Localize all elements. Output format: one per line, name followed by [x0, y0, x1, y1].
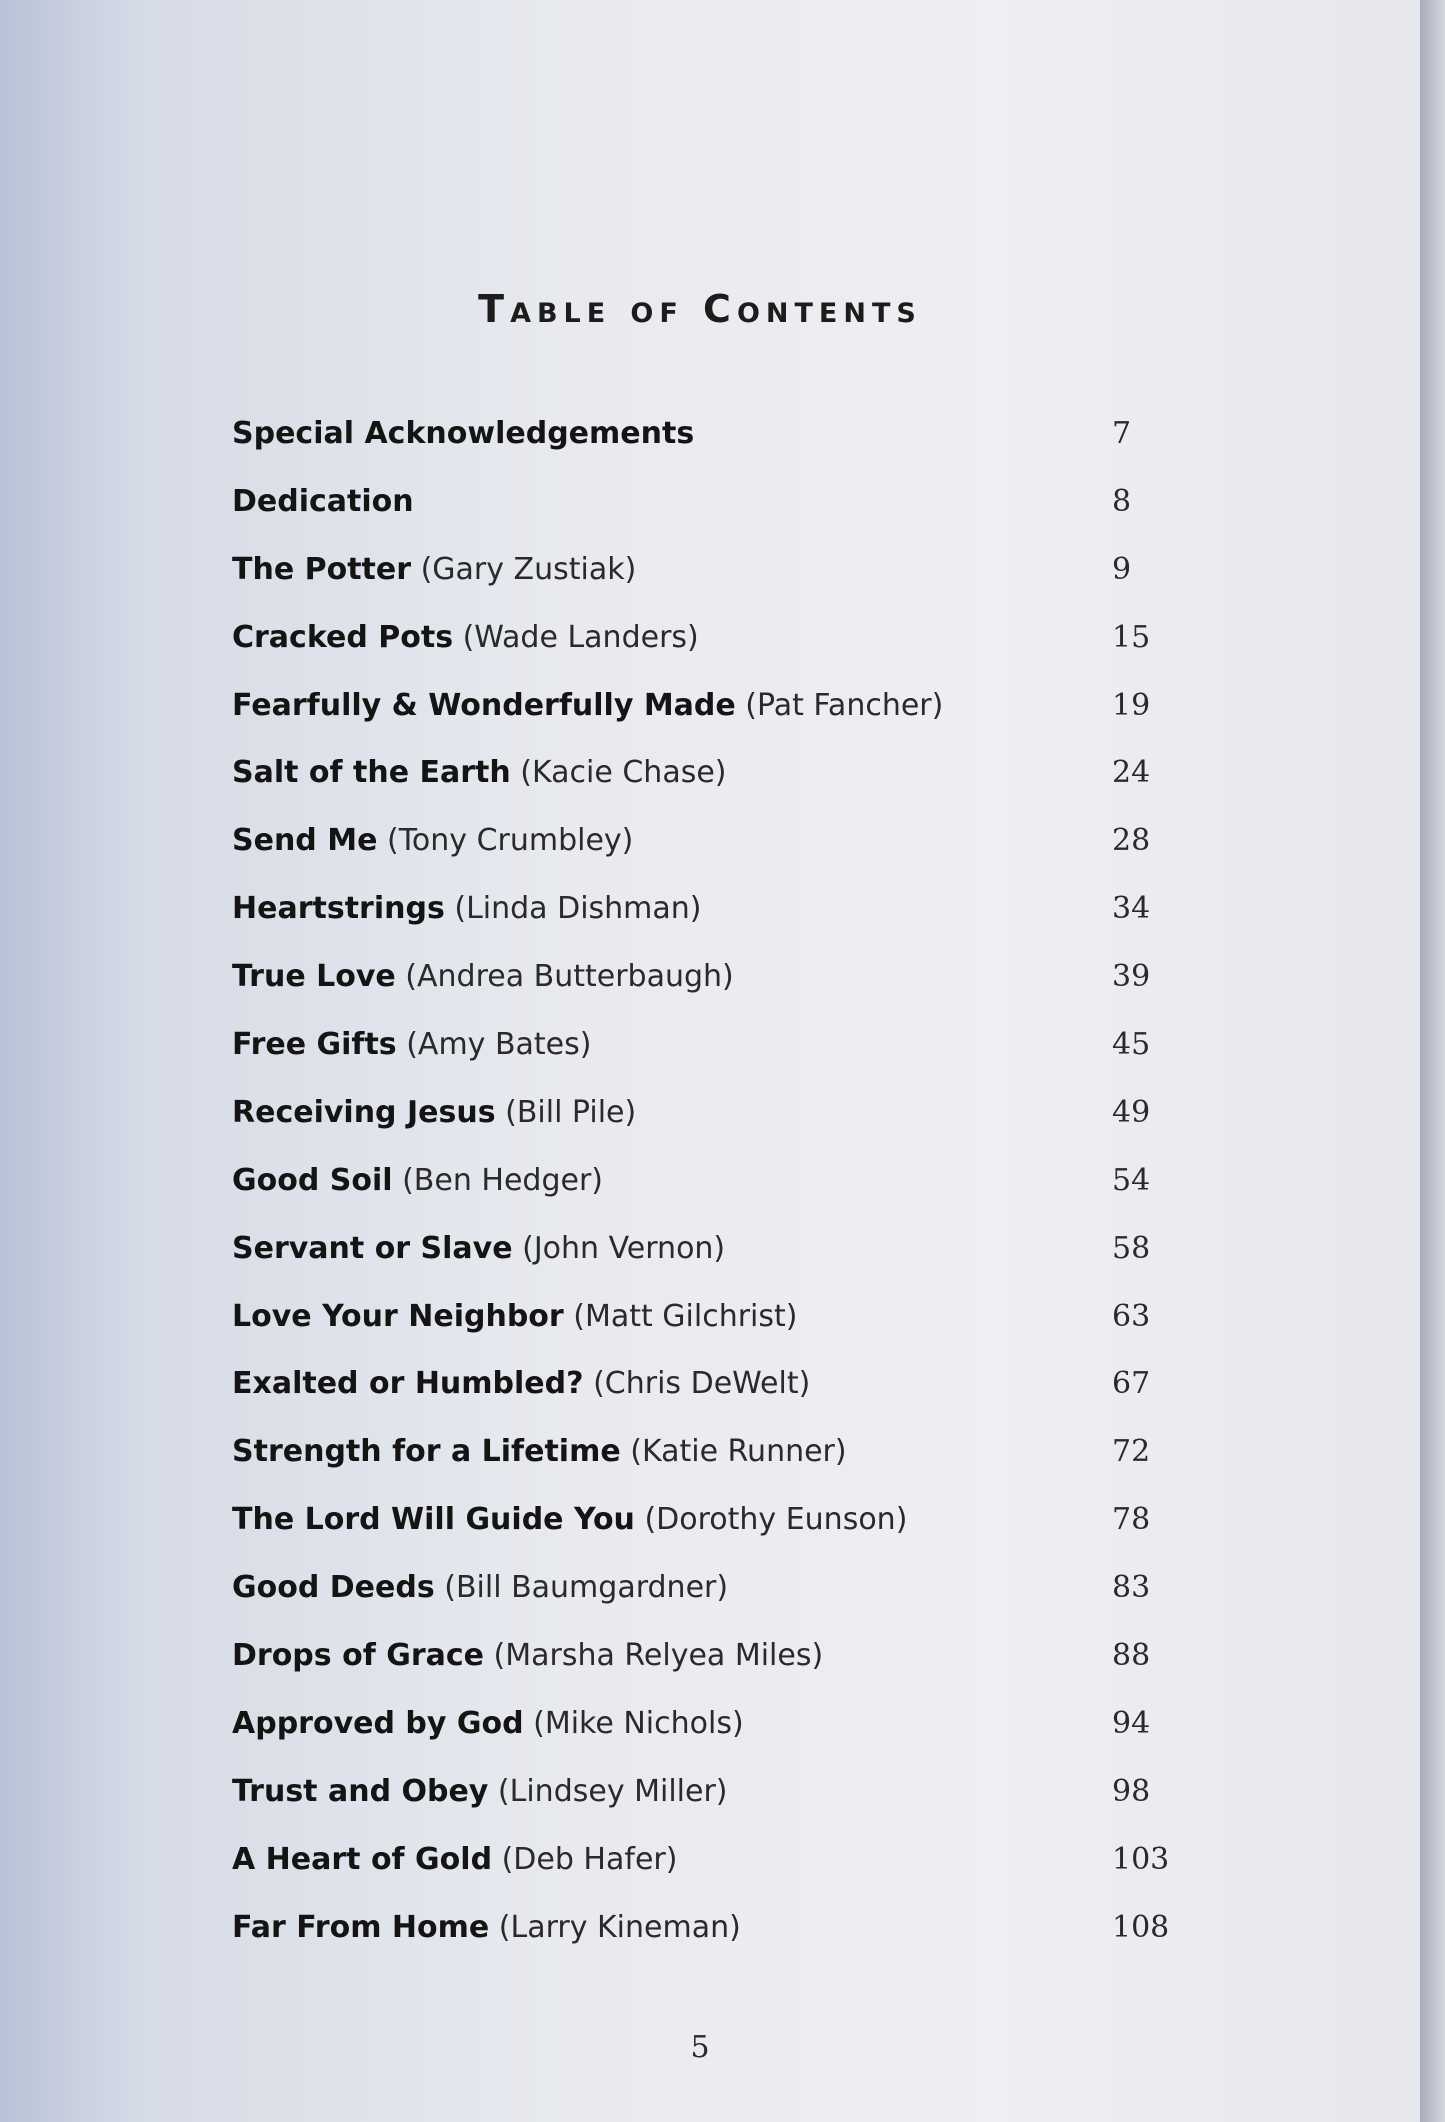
toc-entry-page: 49 — [1112, 1094, 1151, 1130]
toc-entry — [232, 1622, 1192, 1690]
toc-entry-title: Approved by God — [232, 1705, 524, 1741]
toc-entry-title: Receiving Jesus — [232, 1094, 496, 1130]
toc-entry-author: (Chris DeWelt) — [593, 1366, 811, 1402]
toc-entry-title: The Potter — [232, 551, 412, 587]
toc-entry — [232, 1147, 1192, 1215]
toc-entry-page: 78 — [1112, 1502, 1151, 1538]
toc-entry-page: 39 — [1112, 959, 1151, 995]
toc-entry-page: 67 — [1112, 1366, 1151, 1402]
toc-entry-title: A Heart of Gold — [232, 1841, 493, 1877]
toc-entry-title: Dedication — [232, 483, 414, 519]
toc-entry-title: Love Your Neighbor — [232, 1298, 564, 1334]
toc-entry — [232, 807, 1192, 875]
toc-entry-title: Salt of the Earth — [232, 755, 511, 791]
toc-entry-author: (Dorothy Eunson) — [644, 1502, 908, 1538]
toc-entry-title: The Lord Will Guide You — [232, 1502, 635, 1538]
toc-entry — [232, 739, 1192, 807]
toc-entry — [232, 943, 1192, 1011]
toc-entry-page: 34 — [1112, 891, 1151, 927]
toc-entry — [232, 672, 1192, 740]
toc-entry-page: 54 — [1112, 1162, 1151, 1198]
toc-entry — [232, 604, 1192, 672]
toc-entry-page: 58 — [1112, 1230, 1151, 1266]
toc-entry-author: (Tony Crumbley) — [386, 823, 634, 859]
toc-entry-page: 88 — [1112, 1638, 1151, 1674]
toc-entry-page: 108 — [1112, 1909, 1170, 1945]
toc-entry-page: 15 — [1112, 619, 1151, 655]
toc-entry-title: Servant or Slave — [232, 1230, 513, 1266]
toc-entry-author: (Bill Baumgardner) — [444, 1570, 729, 1606]
toc-entry — [232, 1283, 1192, 1351]
toc-entry-author: (Katie Runner) — [630, 1434, 847, 1470]
toc-entry — [232, 1758, 1192, 1826]
toc-entry — [232, 1486, 1192, 1554]
toc-entry-page: 103 — [1112, 1841, 1170, 1877]
toc-entry — [232, 1079, 1192, 1147]
toc-entry-author: (Marsha Relyea Miles) — [493, 1638, 824, 1674]
toc-entry-page: 72 — [1112, 1434, 1151, 1470]
toc-entry-page: 94 — [1112, 1705, 1151, 1741]
toc-entry-title: Cracked Pots — [232, 619, 454, 655]
toc-entry — [232, 536, 1192, 604]
toc-entry-title: Drops of Grace — [232, 1638, 484, 1674]
toc-entry-title: Good Soil — [232, 1162, 393, 1198]
toc-entry-page: 98 — [1112, 1773, 1151, 1809]
toc-entry — [232, 468, 1192, 536]
toc-entry-title: Far From Home — [232, 1909, 490, 1945]
toc-entry-title: True Love — [232, 959, 396, 995]
toc-entry-page: 9 — [1112, 551, 1132, 587]
toc-entry-author: (Lindsey Miller) — [497, 1773, 728, 1809]
toc-entry — [232, 1690, 1192, 1758]
toc-list — [232, 400, 1192, 1961]
toc-entry-page: 63 — [1112, 1298, 1151, 1334]
toc-entry-title: Free Gifts — [232, 1027, 397, 1063]
toc-entry-author: (Gary Zustiak) — [420, 551, 637, 587]
toc-entry-author: (Linda Dishman) — [454, 891, 702, 927]
toc-entry-author: (Pat Fancher) — [745, 687, 944, 723]
toc-entry-title: Strength for a Lifetime — [232, 1434, 621, 1470]
toc-entry-author: (Kacie Chase) — [520, 755, 727, 791]
toc-entry — [232, 875, 1192, 943]
toc-entry-author: (Ben Hedger) — [402, 1162, 603, 1198]
toc-entry-author: (Larry Kineman) — [498, 1909, 741, 1945]
toc-entry-page: 83 — [1112, 1570, 1151, 1606]
toc-entry — [232, 1554, 1192, 1622]
toc-entry-author: (Mike Nichols) — [533, 1705, 744, 1741]
page-edge — [1420, 0, 1445, 2122]
toc-entry-page: 24 — [1112, 755, 1151, 791]
toc-entry-author: (Andrea Butterbaugh) — [405, 959, 734, 995]
page-number: 5 — [690, 2030, 710, 2065]
toc-entry-page: 19 — [1112, 687, 1151, 723]
toc-entry-author: (Matt Gilchrist) — [573, 1298, 798, 1334]
toc-entry-title: Send Me — [232, 823, 378, 859]
toc-entry-page: 8 — [1112, 483, 1132, 519]
toc-entry-page: 7 — [1112, 416, 1132, 451]
toc-entry — [232, 1826, 1192, 1894]
toc-entry-title: Good Deeds — [232, 1570, 435, 1606]
toc-entry-author: (Deb Hafer) — [501, 1841, 678, 1877]
toc-entry — [232, 1350, 1192, 1418]
toc-entry — [232, 400, 1192, 468]
toc-entry-page: 28 — [1112, 823, 1151, 859]
toc-entry-author: (John Vernon) — [522, 1230, 726, 1266]
toc-entry-title: Exalted or Humbled? — [232, 1366, 584, 1402]
toc-entry-title: Special Acknowledgements — [232, 416, 695, 451]
toc-entry-title: Heartstrings — [232, 891, 445, 927]
toc-entry — [232, 1215, 1192, 1283]
toc-entry-title: Fearfully & Wonderfully Made — [232, 687, 736, 723]
toc-entry — [232, 1894, 1192, 1962]
page-title: Table of Contents — [478, 287, 922, 332]
toc-entry-author: (Wade Landers) — [462, 619, 699, 655]
toc-entry-title: Trust and Obey — [232, 1773, 489, 1809]
toc-entry-page: 45 — [1112, 1027, 1151, 1063]
toc-entry — [232, 1418, 1192, 1486]
toc-entry-author: (Bill Pile) — [505, 1094, 637, 1130]
toc-entry — [232, 1011, 1192, 1079]
toc-entry-author: (Amy Bates) — [406, 1027, 592, 1063]
